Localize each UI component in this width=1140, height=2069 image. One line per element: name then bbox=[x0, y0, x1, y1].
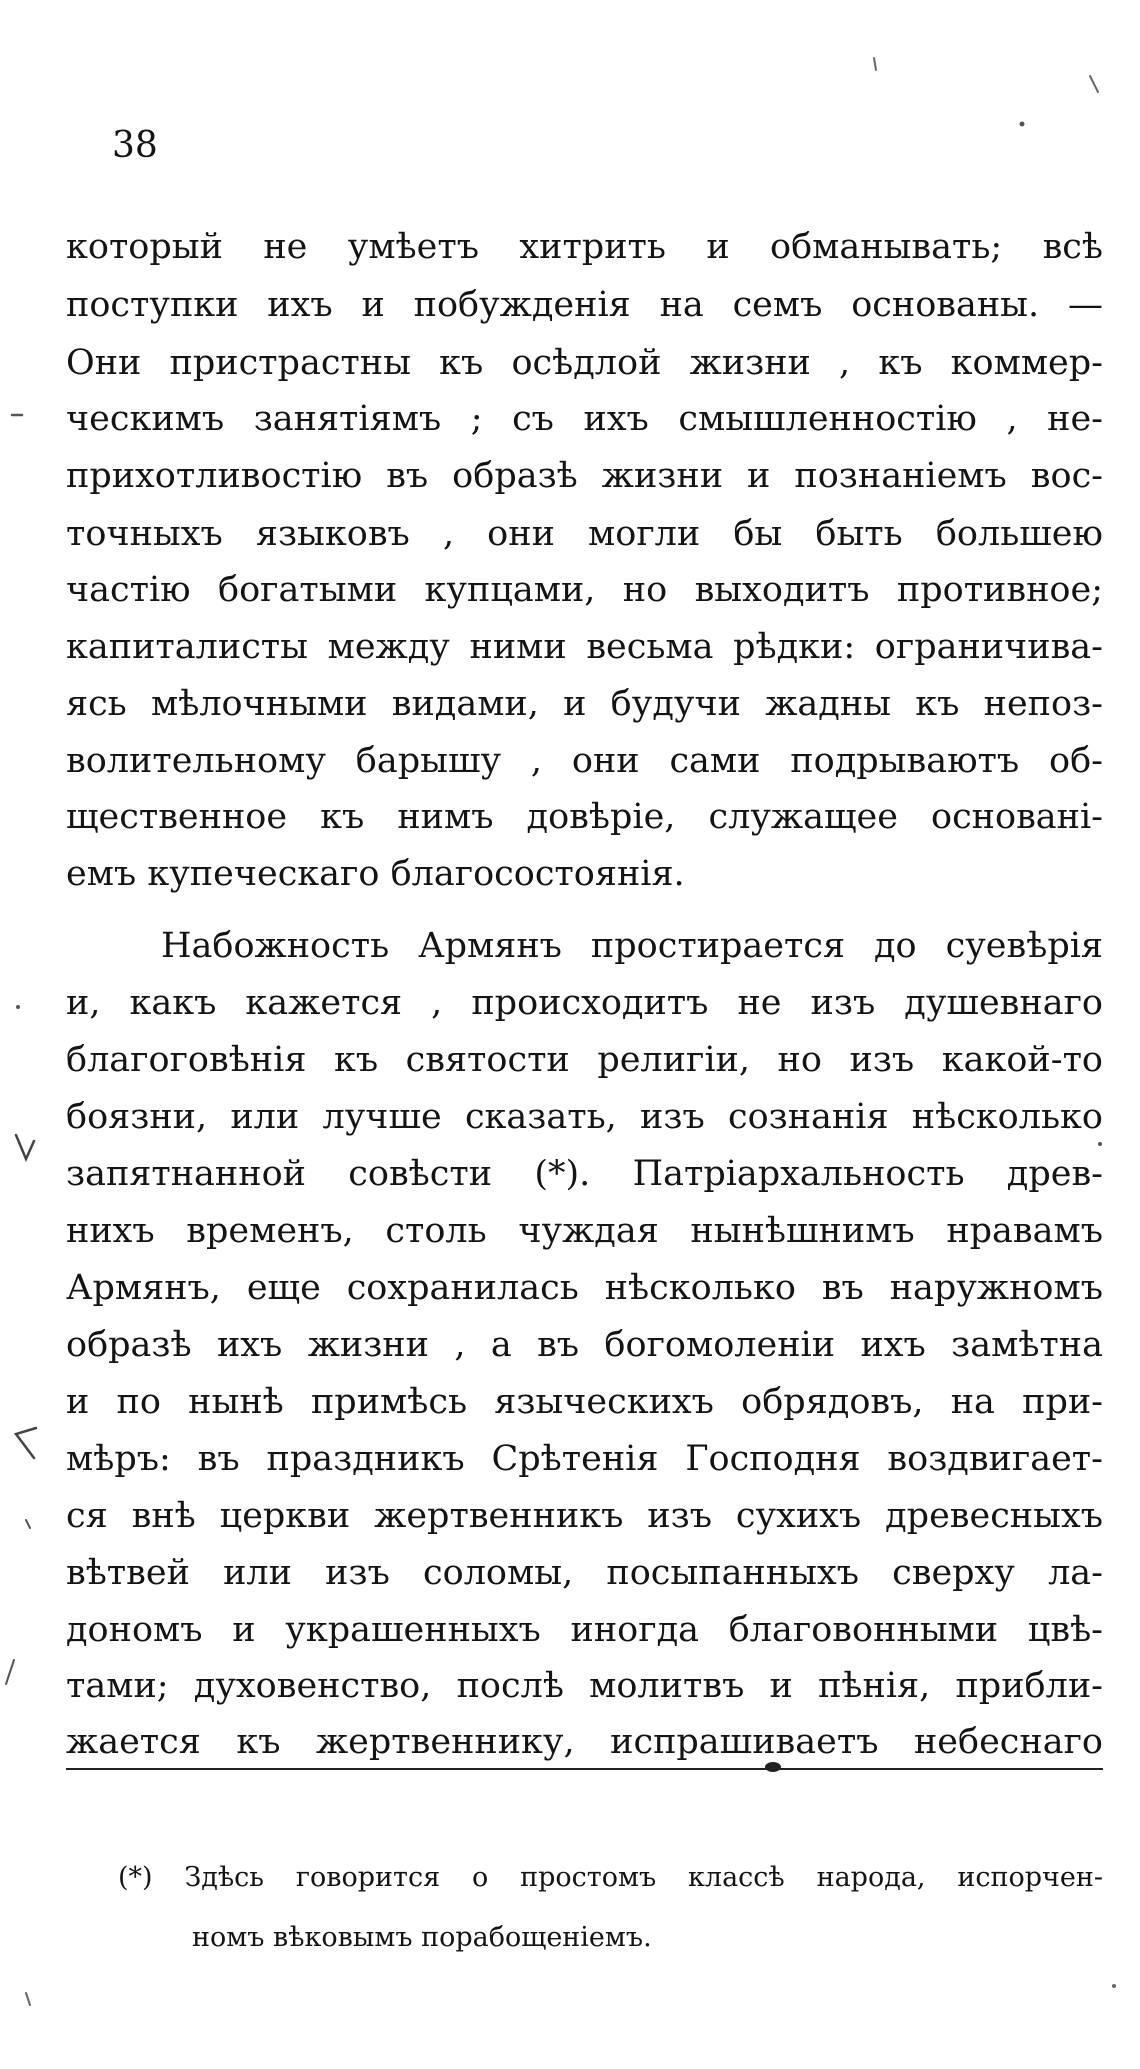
text-line: ся внѣ церкви жертвенникъ изъ сухихъ древесныхъ bbox=[66, 1496, 1103, 1536]
footnote-rule-ornament bbox=[765, 1762, 781, 1772]
text-line: запятнанной совѣсти (*). Патріархальность древ- bbox=[66, 1154, 1103, 1194]
text-line: точныхъ языковъ , они могли бы быть большею bbox=[66, 514, 1103, 554]
text-line: емъ купеческаго благосостоянія. bbox=[66, 854, 685, 894]
text-line: жается къ жертвеннику, испрашиваетъ небеснаго bbox=[66, 1722, 1103, 1762]
text-line: Набожность Армянъ простирается до суевѣрія bbox=[161, 926, 1103, 966]
footnote-line: номъ вѣковымъ порабощеніемъ. bbox=[192, 1922, 652, 1953]
text-line: и по нынѣ примѣсь языческихъ обрядовъ, на при- bbox=[66, 1382, 1103, 1422]
margin-speck bbox=[860, 40, 900, 100]
page-number: 38 bbox=[112, 125, 158, 166]
text-line: Они пристрастны къ осѣдлой жизни , къ коммер- bbox=[66, 343, 1103, 383]
text-line: прихотливостію въ образѣ жизни и познаніемъ вос- bbox=[66, 456, 1103, 496]
text-line: нихъ временъ, столь чуждая нынѣшнимъ нравамъ bbox=[66, 1211, 1103, 1251]
text-line: мѣръ: въ праздникъ Срѣтенія Господня воздвигает- bbox=[66, 1439, 1103, 1479]
text-line: ясь мѣлочными видами, и будучи жадны къ непоз- bbox=[66, 684, 1103, 724]
text-line: который не умѣетъ хитрить и обманывать; всѣ bbox=[66, 227, 1103, 267]
margin-pencil-mark bbox=[8, 1420, 48, 1480]
margin-speck bbox=[1080, 1130, 1120, 1190]
margin-speck bbox=[1010, 100, 1050, 160]
text-line: Армянъ, еще сохранилась нѣсколько въ наружномъ bbox=[66, 1268, 1103, 1308]
text-line: поступки ихъ и побужденія на семъ основаны. — bbox=[66, 285, 1103, 325]
text-line: волительному барышу , они сами подрываютъ об- bbox=[66, 741, 1103, 781]
footnote-line: (*) Здѣсь говорится о простомъ классѣ народа, испорчен- bbox=[118, 1862, 1103, 1893]
text-line: образѣ ихъ жизни , а въ богомоленіи ихъ замѣтна bbox=[66, 1325, 1103, 1365]
text-line: дономъ и украшенныхъ иногда благовонными цвѣ- bbox=[66, 1610, 1103, 1650]
text-line: частію богатыми купцами, но выходитъ противное; bbox=[66, 570, 1103, 610]
footnote-rule bbox=[66, 1768, 1103, 1770]
margin-speck bbox=[1080, 60, 1120, 120]
margin-speck bbox=[6, 395, 46, 455]
margin-speck bbox=[1100, 1960, 1140, 2020]
text-line: капиталисты между ними весьма рѣдки: ограничива- bbox=[66, 627, 1103, 667]
text-line: щественное къ нимъ довѣріе, служащее основані- bbox=[66, 797, 1103, 837]
text-line: тами; духовенство, послѣ молитвъ и пѣнія, прибли- bbox=[66, 1666, 1103, 1706]
margin-pencil-mark bbox=[10, 1125, 50, 1185]
text-line: вѣтвей или изъ соломы, посыпанныхъ сверху ла- bbox=[66, 1553, 1103, 1593]
text-line: ческимъ занятіямъ ; съ ихъ смышленностію , не- bbox=[66, 399, 1103, 439]
text-line: благоговѣнія къ святости религіи, но изъ какой-то bbox=[66, 1040, 1103, 1080]
margin-speck bbox=[10, 995, 50, 1055]
margin-pencil-mark bbox=[0, 1640, 40, 1700]
text-line: и, какъ кажется , происходитъ не изъ душевнаго bbox=[66, 983, 1103, 1023]
margin-speck bbox=[20, 1985, 60, 2045]
text-line: боязни, или лучше сказать, изъ сознанія нѣсколько bbox=[66, 1097, 1103, 1137]
margin-speck bbox=[12, 1510, 52, 1570]
